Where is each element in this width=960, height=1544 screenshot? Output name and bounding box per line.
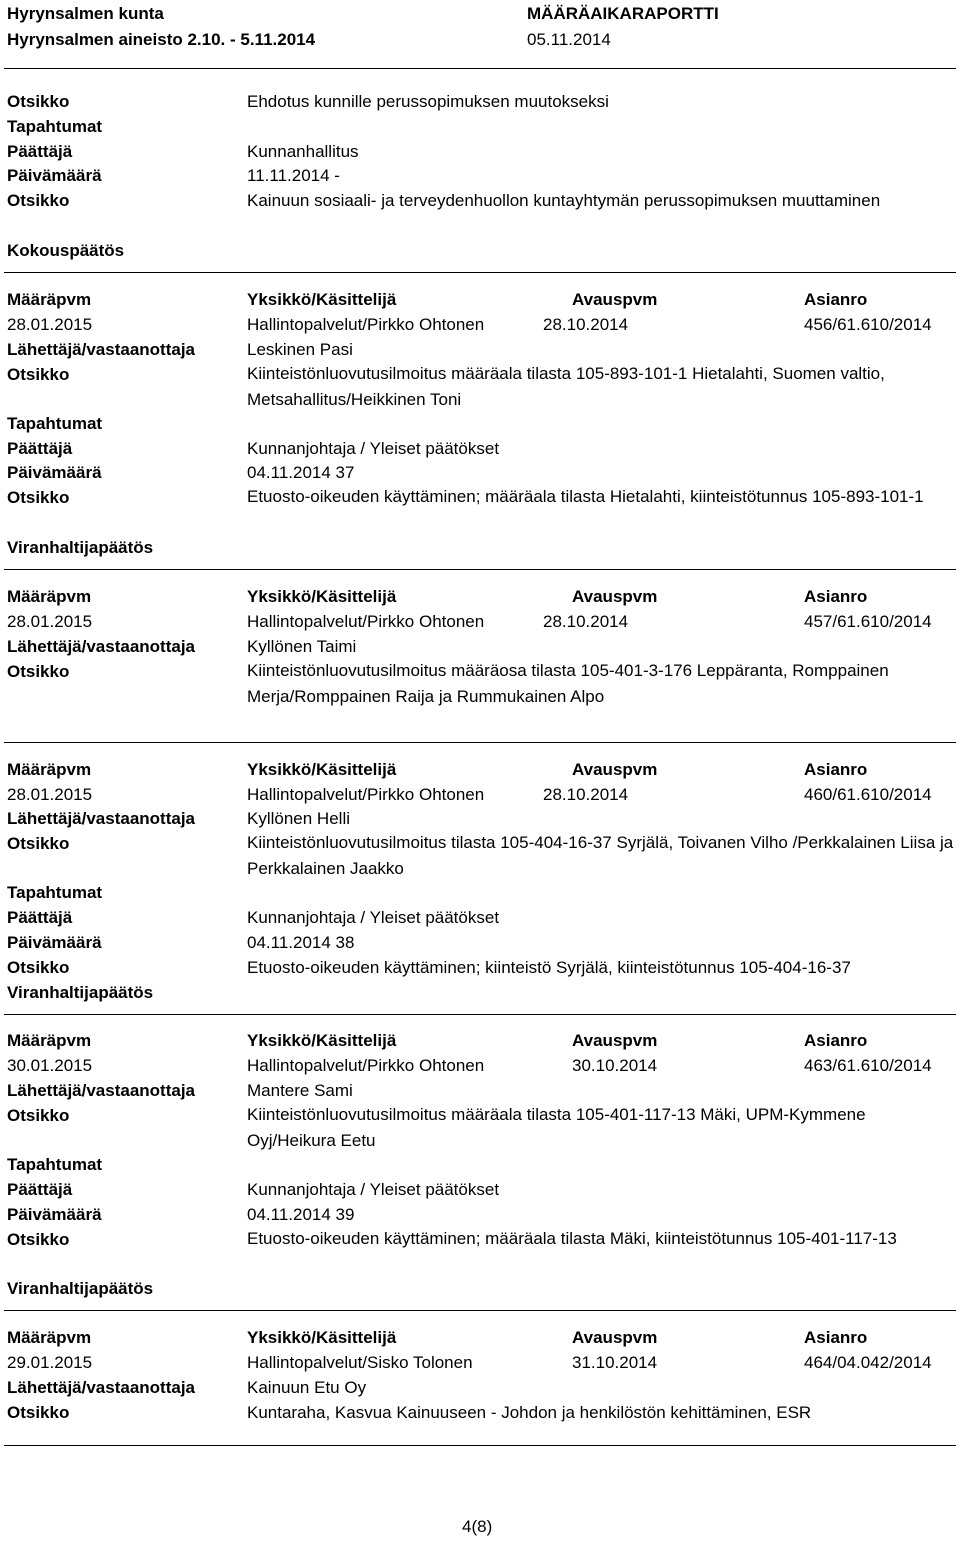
otsikko: Kiinteistönluovutusilmoitus tilasta 105-404-16-37 Syrjälä, Toivanen Vilho /Perkkalainen Liisa ja Perkkalainen Jaakko: [247, 833, 954, 878]
top-otsikko: Ehdotus kunnille perussopimuksen muutokseksi: [247, 92, 609, 111]
col-header-maarapvm: Määräpvm: [7, 760, 92, 779]
avauspvm: 31.10.2014: [572, 1353, 658, 1372]
col-header-asianro: Asianro: [804, 760, 868, 779]
section-divider: [4, 1014, 956, 1015]
label-paivamaara: Päivämäärä: [7, 463, 102, 482]
maarapvm: 28.01.2015: [7, 315, 93, 334]
col-header-avauspvm: Avauspvm: [572, 290, 658, 309]
label-paattaja: Päättäjä: [7, 1180, 73, 1199]
paattaja: Kunnanjohtaja / Yleiset päätökset: [247, 439, 500, 458]
label-paivamaara: Päivämäärä: [7, 166, 102, 185]
lahettaja: Kyllönen Taimi: [247, 637, 357, 656]
col-header-maarapvm: Määräpvm: [7, 1328, 92, 1347]
otsikko: Kiinteistönluovutusilmoitus määräosa tilasta 105-401-3-176 Leppäranta, Romppainen Merja/Romppainen Raija ja Rummukainen Alpo: [247, 661, 889, 706]
lahettaja: Mantere Sami: [247, 1081, 353, 1100]
label-otsikko: Otsikko: [7, 1403, 70, 1422]
label-paattaja: Päättäjä: [7, 908, 73, 927]
label-lahettaja: Lähettäjä/vastaanottaja: [7, 809, 196, 828]
yksikko: Hallintopalvelut/Pirkko Ohtonen: [247, 612, 485, 631]
label-kokouspaatos: Kokouspäätös: [7, 241, 125, 260]
paattaja: Kunnanjohtaja / Yleiset päätökset: [247, 908, 500, 927]
asianro: 460/61.610/2014: [804, 785, 932, 804]
col-header-yksikko: Yksikkö/Käsittelijä: [247, 587, 397, 606]
label-otsikko: Otsikko: [7, 662, 70, 681]
lahettaja: Leskinen Pasi: [247, 340, 353, 359]
label-lahettaja: Lähettäjä/vastaanottaja: [7, 1081, 196, 1100]
section-divider: [4, 569, 956, 570]
avauspvm: 28.10.2014: [543, 612, 629, 631]
top-paivamaara: 11.11.2014 -: [247, 166, 340, 185]
label-otsikko: Otsikko: [7, 1230, 70, 1249]
col-header-maarapvm: Määräpvm: [7, 1031, 92, 1050]
label-tapahtumat: Tapahtumat: [7, 414, 103, 433]
col-header-asianro: Asianro: [804, 290, 868, 309]
paivamaara: 04.11.2014 39: [247, 1205, 355, 1224]
lahettaja: Kainuun Etu Oy: [247, 1378, 367, 1397]
col-header-yksikko: Yksikkö/Käsittelijä: [247, 1031, 397, 1050]
otsikko2: Etuosto-oikeuden käyttäminen; määräala tilasta Mäki, kiinteistötunnus 105-401-117-13: [247, 1229, 897, 1248]
asianro: 464/04.042/2014: [804, 1353, 932, 1372]
yksikko: Hallintopalvelut/Pirkko Ohtonen: [247, 315, 485, 334]
section-divider: [4, 272, 956, 273]
label-lahettaja: Lähettäjä/vastaanottaja: [7, 637, 196, 656]
col-header-avauspvm: Avauspvm: [572, 587, 658, 606]
label-tapahtumat: Tapahtumat: [7, 117, 103, 136]
page-number: 4(8): [462, 1517, 493, 1536]
label-otsikko: Otsikko: [7, 191, 70, 210]
section-divider: [4, 742, 956, 743]
col-header-avauspvm: Avauspvm: [572, 1328, 658, 1347]
label-otsikko: Otsikko: [7, 92, 70, 111]
label-viranhaltijapaatos: Viranhaltijapäätös: [7, 1279, 154, 1298]
label-viranhaltijapaatos: Viranhaltijapäätös: [7, 538, 154, 557]
maarapvm: 29.01.2015: [7, 1353, 93, 1372]
label-lahettaja: Lähettäjä/vastaanottaja: [7, 1378, 196, 1397]
col-header-asianro: Asianro: [804, 1031, 868, 1050]
yksikko: Hallintopalvelut/Pirkko Ohtonen: [247, 785, 485, 804]
avauspvm: 28.10.2014: [543, 785, 629, 804]
asianro: 456/61.610/2014: [804, 315, 932, 334]
label-tapahtumat: Tapahtumat: [7, 1155, 103, 1174]
page-header: [0, 0, 960, 62]
report-title: MÄÄRÄAIKARAPORTTI: [527, 4, 719, 23]
section-divider: [4, 1445, 956, 1446]
otsikko2: Etuosto-oikeuden käyttäminen; määräala tilasta Hietalahti, kiinteistötunnus 105-893-101-1: [247, 487, 924, 506]
col-header-maarapvm: Määräpvm: [7, 290, 92, 309]
col-header-yksikko: Yksikkö/Käsittelijä: [247, 760, 397, 779]
otsikko: Kuntaraha, Kasvua Kainuuseen - Johdon ja henkilöstön kehittäminen, ESR: [247, 1403, 812, 1422]
otsikko2: Etuosto-oikeuden käyttäminen; kiinteistö Syrjälä, kiinteistötunnus 105-404-16-37: [247, 958, 851, 977]
yksikko: Hallintopalvelut/Pirkko Ohtonen: [247, 1056, 485, 1075]
label-viranhaltijapaatos: Viranhaltijapäätös: [7, 983, 154, 1002]
label-tapahtumat: Tapahtumat: [7, 883, 103, 902]
label-lahettaja: Lähettäjä/vastaanottaja: [7, 340, 196, 359]
col-header-yksikko: Yksikkö/Käsittelijä: [247, 290, 397, 309]
col-header-maarapvm: Määräpvm: [7, 587, 92, 606]
label-paivamaara: Päivämäärä: [7, 1205, 102, 1224]
avauspvm: 30.10.2014: [572, 1056, 658, 1075]
col-header-avauspvm: Avauspvm: [572, 1031, 658, 1050]
header-divider: [4, 68, 956, 69]
otsikko: Kiinteistönluovutusilmoitus määräala tilasta 105-401-117-13 Mäki, UPM-Kymmene Oyj/Heikura Eetu: [247, 1105, 866, 1150]
label-otsikko: Otsikko: [7, 834, 70, 853]
label-paivamaara: Päivämäärä: [7, 933, 102, 952]
col-header-asianro: Asianro: [804, 587, 868, 606]
otsikko: Kiinteistönluovutusilmoitus määräala tilasta 105-893-101-1 Hietalahti, Suomen valtio, Metsahallitus/Heikkinen Toni: [247, 364, 885, 409]
paivamaara: 04.11.2014 37: [247, 463, 355, 482]
asianro: 463/61.610/2014: [804, 1056, 932, 1075]
section-divider: [4, 1310, 956, 1311]
maarapvm: 28.01.2015: [7, 785, 93, 804]
label-paattaja: Päättäjä: [7, 439, 73, 458]
label-otsikko: Otsikko: [7, 1106, 70, 1125]
maarapvm: 30.01.2015: [7, 1056, 93, 1075]
lahettaja: Kyllönen Helli: [247, 809, 350, 828]
avauspvm: 28.10.2014: [543, 315, 629, 334]
paattaja: Kunnanjohtaja / Yleiset päätökset: [247, 1180, 500, 1199]
label-otsikko: Otsikko: [7, 488, 70, 507]
label-otsikko: Otsikko: [7, 958, 70, 977]
label-paattaja: Päättäjä: [7, 142, 73, 161]
dataset-range: Hyrynsalmen aineisto 2.10. - 5.11.2014: [7, 30, 316, 49]
col-header-asianro: Asianro: [804, 1328, 868, 1347]
report-date: 05.11.2014: [527, 30, 611, 49]
top-paattaja: Kunnanhallitus: [247, 142, 359, 161]
col-header-avauspvm: Avauspvm: [572, 760, 658, 779]
paivamaara: 04.11.2014 38: [247, 933, 355, 952]
org-name: Hyrynsalmen kunta: [7, 4, 164, 23]
col-header-yksikko: Yksikkö/Käsittelijä: [247, 1328, 397, 1347]
maarapvm: 28.01.2015: [7, 612, 93, 631]
label-otsikko: Otsikko: [7, 365, 70, 384]
yksikko: Hallintopalvelut/Sisko Tolonen: [247, 1353, 473, 1372]
asianro: 457/61.610/2014: [804, 612, 932, 631]
top-otsikko2: Kainuun sosiaali- ja terveydenhuollon kuntayhtymän perussopimuksen muuttaminen: [247, 191, 881, 210]
